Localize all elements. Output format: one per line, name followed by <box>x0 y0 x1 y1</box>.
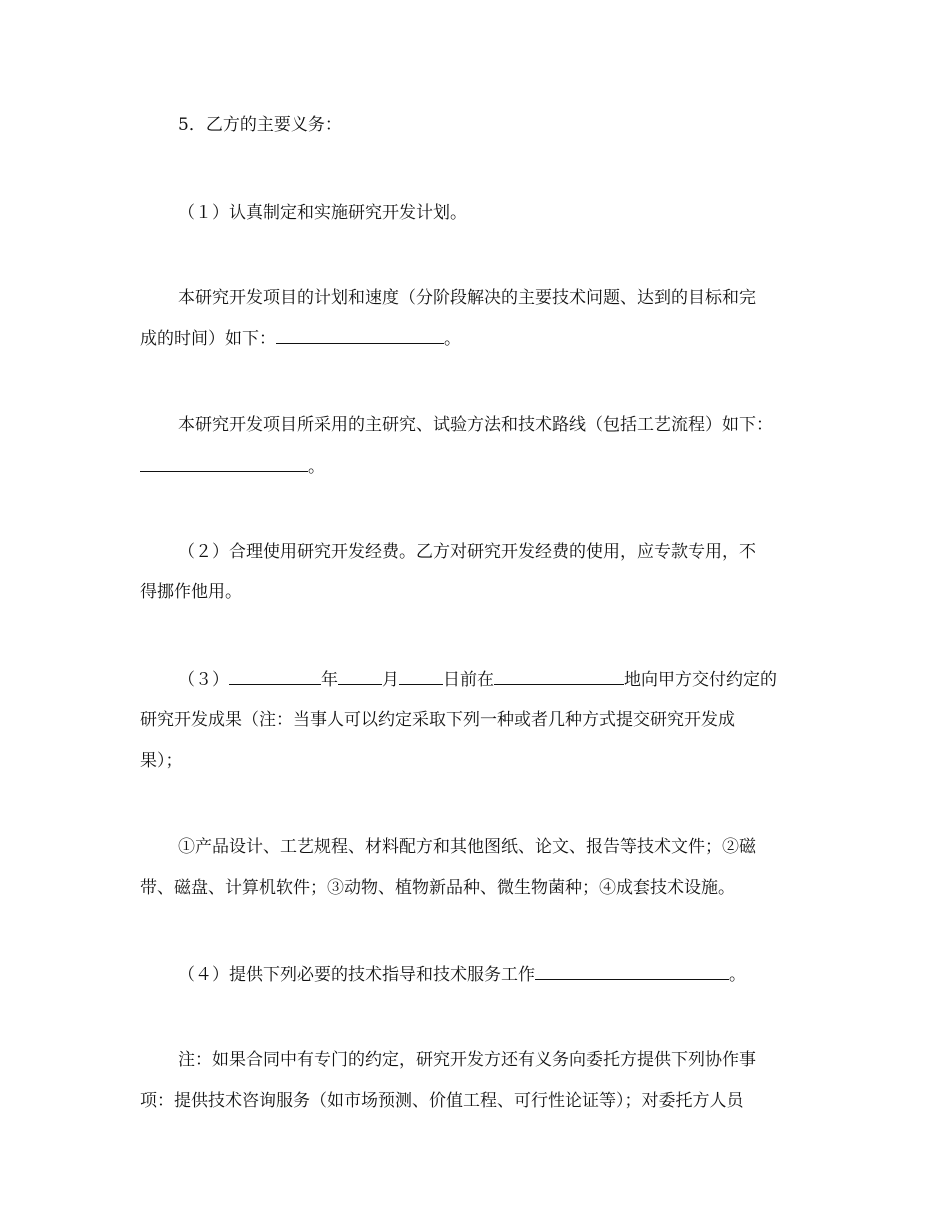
item-3-prefix: （３） <box>178 670 229 690</box>
forms-text-2: 带、磁盘、计算机软件；③动物、植物新品种、微生物菌种；④成套技术设施。 <box>140 878 735 898</box>
plan-paragraph-line-2 <box>140 327 820 350</box>
plan-text-2: 成的时间）如下： <box>140 329 276 349</box>
item-3-line-1 <box>178 668 858 691</box>
plan-paragraph-line-1 <box>178 287 858 309</box>
item-3-line-3 <box>140 750 820 772</box>
item-2-line-1 <box>178 541 858 563</box>
forms-line-2 <box>140 877 820 899</box>
note-text-2: 项：提供技术咨询服务（如市场预测、价值工程、可行性论证等）；对委托方人员 <box>140 1091 744 1111</box>
method-blank-field[interactable] <box>140 455 308 472</box>
method-paragraph-line-2 <box>140 455 820 478</box>
month-blank-field[interactable] <box>338 668 382 685</box>
note-line-2 <box>140 1090 820 1112</box>
day-label: 日前在 <box>443 670 494 690</box>
item-3-text-2: 研究开发成果（注：当事人可以约定采取下列一种或者几种方式提交研究开发成 <box>140 710 735 730</box>
plan-period: 。 <box>444 329 461 349</box>
item-2-line-2 <box>140 581 820 603</box>
month-label: 月 <box>382 670 399 690</box>
item-1-text: （１）认真制定和实施研究开发计划。 <box>178 203 467 223</box>
section-heading <box>178 114 858 136</box>
item-3-line-2 <box>140 709 820 731</box>
forms-text-1: ①产品设计、工艺规程、材料配方和其他图纸、论文、报告等技术文件；②磁 <box>178 837 756 857</box>
year-label: 年 <box>321 670 338 690</box>
method-period: 。 <box>308 457 325 477</box>
year-blank-field[interactable] <box>229 668 321 685</box>
method-paragraph-line-1 <box>178 414 858 436</box>
plan-text-1: 本研究开发项目的计划和速度（分阶段解决的主要技术问题、达到的目标和完 <box>178 288 756 308</box>
item-4-text: （４）提供下列必要的技术指导和技术服务工作 <box>178 965 535 985</box>
item-2-text-1: （２）合理使用研究开发经费。乙方对研究开发经费的使用，应专款专用，不 <box>178 542 756 562</box>
note-line-1 <box>178 1049 858 1071</box>
place-suffix-text: 地向甲方交付约定的 <box>624 670 777 690</box>
method-text-1: 本研究开发项目所采用的主研究、试验方法和技术路线（包括工艺流程）如下： <box>178 415 773 435</box>
section-heading-text: 5．乙方的主要义务： <box>178 115 342 135</box>
item-2-text-2: 得挪作他用。 <box>140 582 242 602</box>
day-blank-field[interactable] <box>399 668 443 685</box>
service-blank-field[interactable] <box>535 963 729 980</box>
place-blank-field[interactable] <box>494 668 624 685</box>
item-4-line <box>178 963 858 986</box>
plan-blank-field[interactable] <box>276 327 444 344</box>
forms-line-1 <box>178 836 858 858</box>
item-1-paragraph <box>178 202 858 224</box>
note-text-1: 注：如果合同中有专门的约定，研究开发方还有义务向委托方提供下列协作事 <box>178 1050 756 1070</box>
item-4-period: 。 <box>729 965 746 985</box>
item-3-text-3: 果）； <box>140 751 183 771</box>
